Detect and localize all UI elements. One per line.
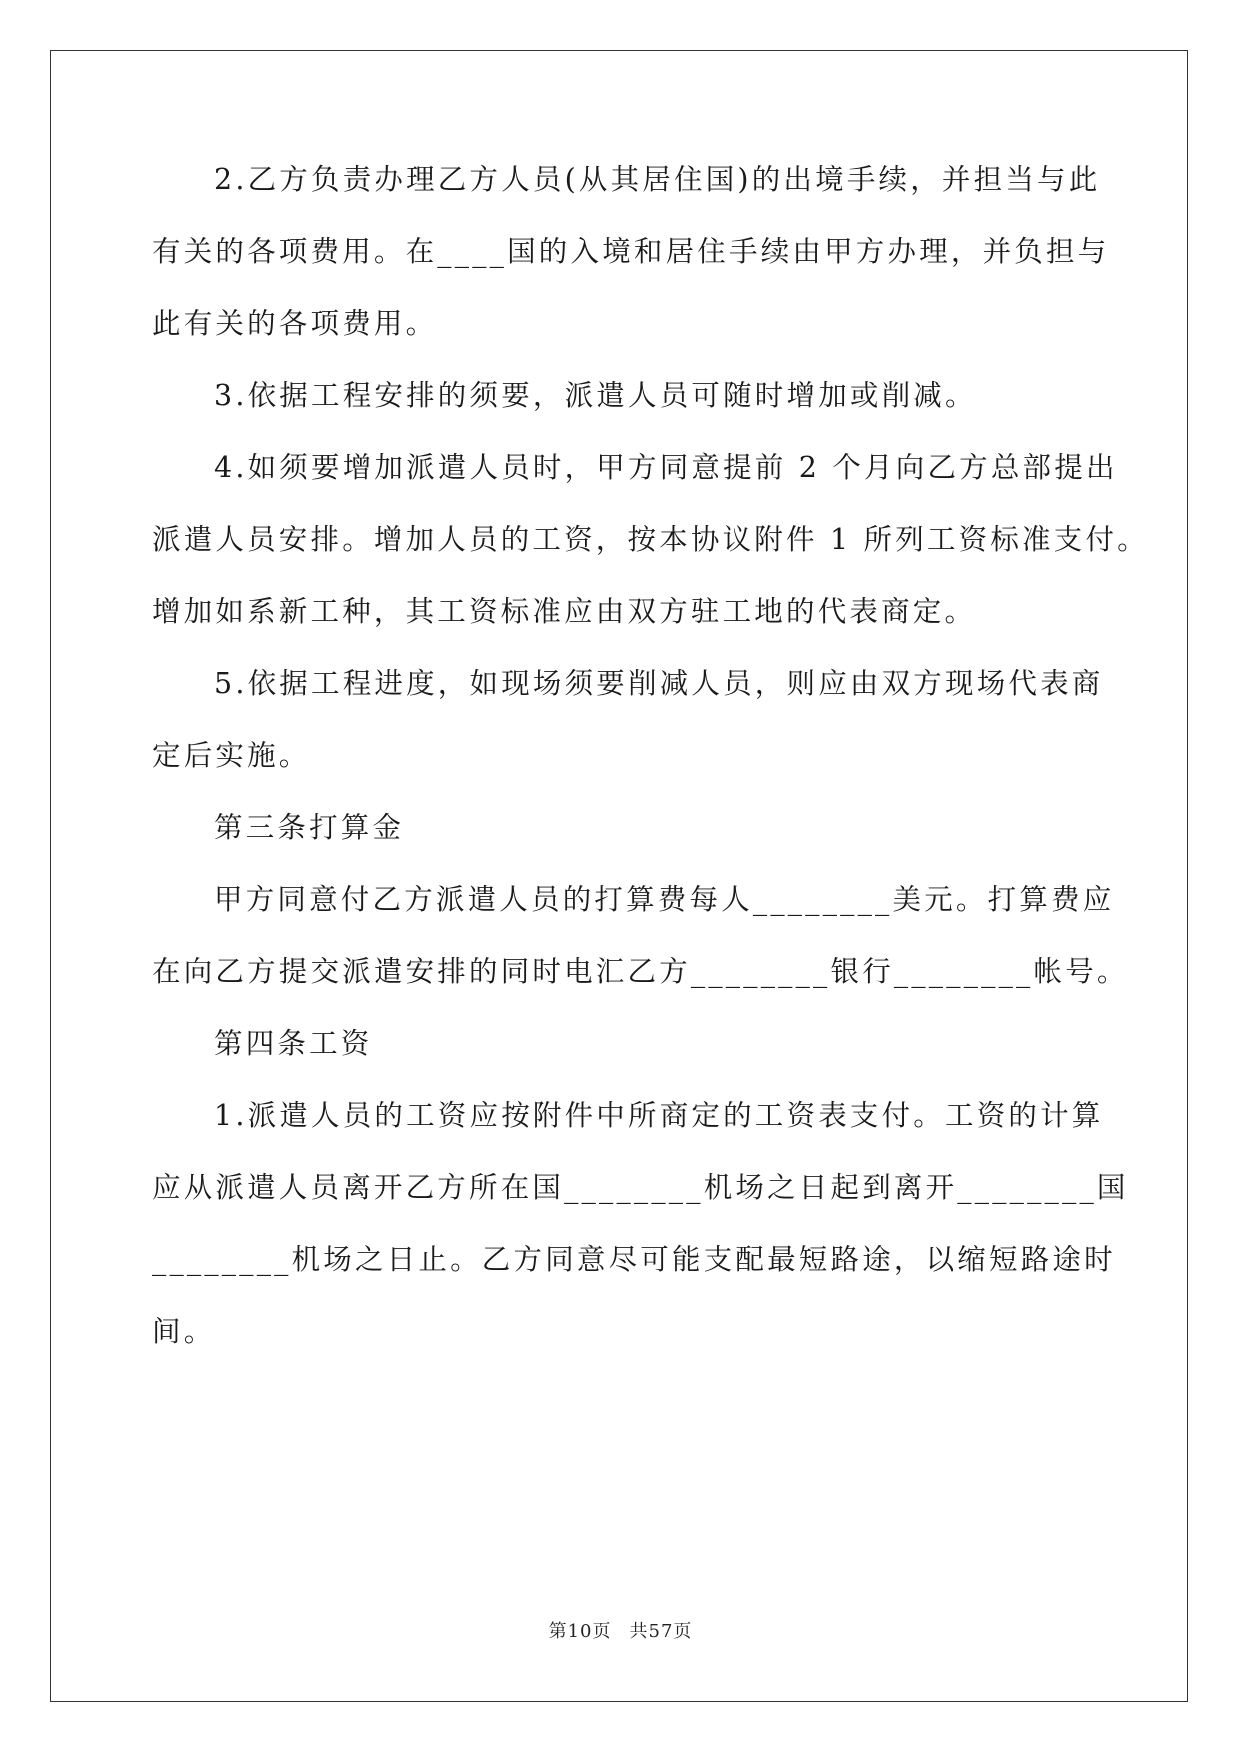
page-prefix: 第 [548,1621,568,1642]
text-line: ________机场之日止。乙方同意尽可能支配最短路途，以缩短路途时 [152,1243,1116,1276]
page-border [50,50,1188,1702]
text-line: 5.依据工程进度，如现场须要削减人员，则应由双方现场代表商 [214,667,1104,700]
text-line: 3.依据工程安排的须要，派遣人员可随时增加或削减。 [214,379,977,412]
text-line: 间。 [152,1315,216,1348]
total-prefix: 共 [629,1621,649,1642]
text-line: 甲方同意付乙方派遣人员的打算费每人________美元。打算费应 [214,883,1115,916]
text-line: 派遣人员安排。增加人员的工资，按本协议附件 1 所列工资标准支付。 [152,523,1149,556]
text-line: 有关的各项费用。在____国的入境和居住手续由甲方办理，并负担与 [152,235,1110,268]
page-suffix: 页 [592,1621,612,1642]
total-pages: 57 [648,1621,674,1642]
text-line: 在向乙方提交派遣安排的同时电汇乙方________银行________帐号。 [152,955,1129,988]
total-suffix: 页 [673,1621,693,1642]
text-line: 定后实施。 [152,739,311,772]
page-footer [0,1620,1241,1644]
page-number: 10 [567,1621,593,1642]
text-line: 应从派遣人员离开乙方所在国________机场之日起到离开________国 [152,1171,1129,1204]
section-heading: 第三条打算金 [214,811,405,844]
text-line: 增加如系新工种，其工资标准应由双方驻工地的代表商定。 [152,595,977,628]
text-line: 此有关的各项费用。 [152,307,438,340]
text-line: 1.派遣人员的工资应按附件中所商定的工资表支付。工资的计算 [214,1099,1104,1132]
text-line: 2.乙方负责办理乙方人员(从其居住国)的出境手续，并担当与此 [214,163,1101,196]
section-heading: 第四条工资 [214,1027,373,1060]
text-line: 4.如须要增加派遣人员时，甲方同意提前 2 个月向乙方总部提出 [214,451,1118,484]
